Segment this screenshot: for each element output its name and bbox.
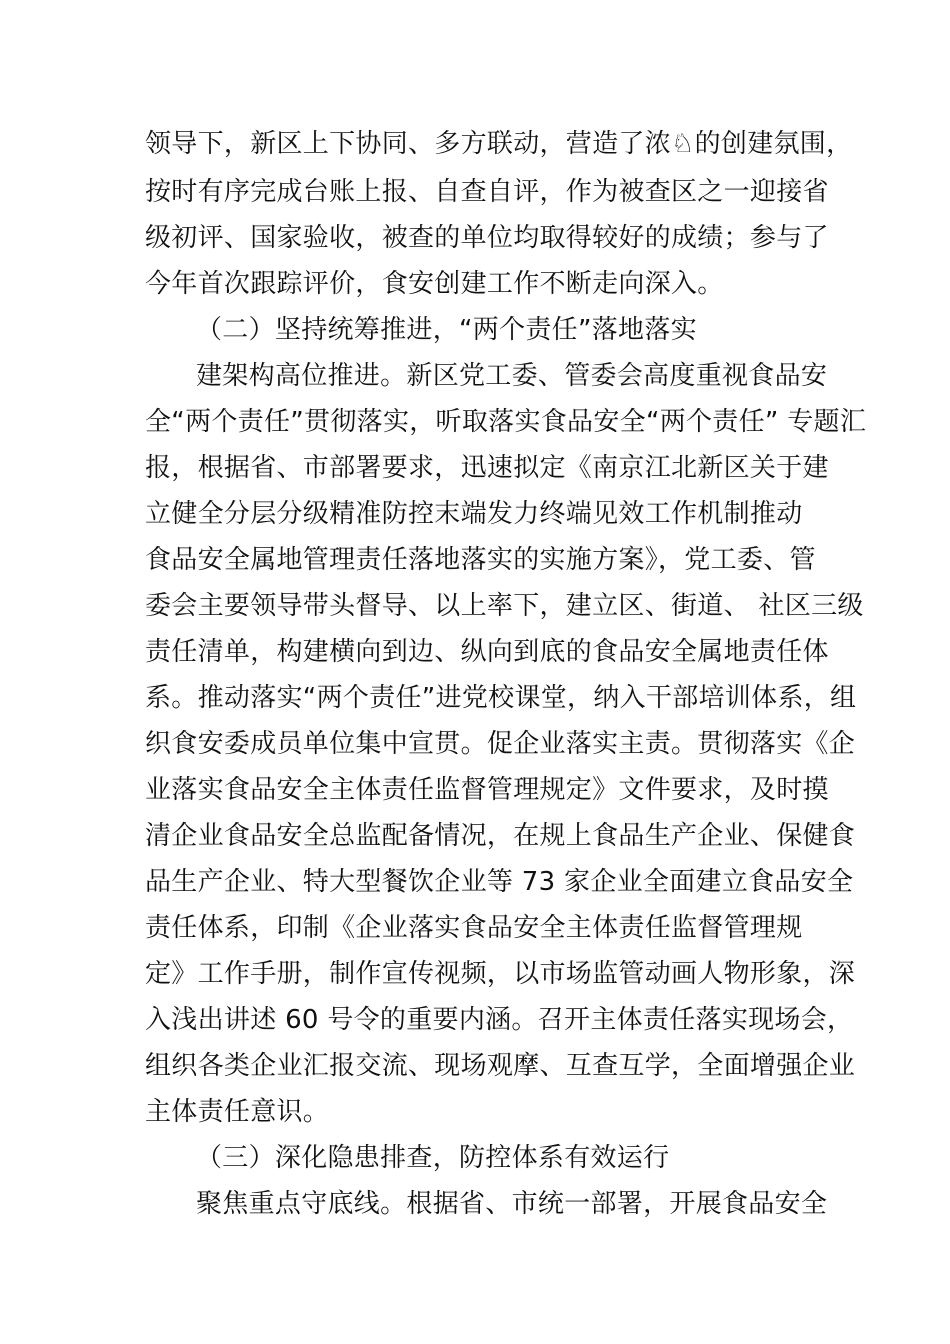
paragraph-line: 责任清单，构建横向到边、纵向到底的食品安全属地责任体 <box>145 637 829 667</box>
paragraph-line: 组织各类企业汇报交流、现场观摩、互查互学，全面增强企业 <box>145 1051 856 1081</box>
paragraph-line: 食品安全属地管理责任落地落实的实施方案》，党工委、管 <box>145 545 816 575</box>
paragraph-line: 立健全分层分级精准防控末端发力终端见效工作机制推动 <box>145 499 803 529</box>
paragraph-line: 级初评、国家验收，被查的单位均取得较好的成绩；参与了 <box>145 223 829 253</box>
paragraph-line: 定》工作手册，制作宣传视频，以市场监管动画人物形象，深 <box>145 959 856 989</box>
paragraph-line: 品生产企业、特大型餐饮企业等 73 家企业全面建立食品安全 <box>145 867 854 897</box>
paragraph-line: 业落实食品安全主体责任监督管理规定》文件要求，及时摸 <box>145 775 829 805</box>
paragraph-line: 聚焦重点守底线。根据省、市统一部署，开展食品安全 <box>196 1189 828 1219</box>
paragraph-line: 主体责任意识。 <box>145 1097 330 1127</box>
paragraph-line: 建架构高位推进。新区党工委、管委会高度重视食品安 <box>196 361 828 391</box>
paragraph-line: 织食安委成员单位集中宣贯。促企业落实主责。贯彻落实《企 <box>145 729 856 759</box>
paragraph-line: 报，根据省、市部署要求，迅速拟定《南京江北新区关于建 <box>145 453 829 483</box>
paragraph-line: 全“两个责任”贯彻落实，听取落实食品安全“两个责任” 专题汇 <box>145 407 867 437</box>
paragraph-line: 委会主要领导带头督导、以上率下，建立区、街道、 社区三级 <box>145 591 864 621</box>
paragraph-line: 系。推动落实“两个责任”进党校课堂，纳入干部培训体系，组 <box>145 683 857 713</box>
paragraph-line: 今年首次跟踪评价，食安创建工作不断走向深入。 <box>145 269 724 299</box>
paragraph-line: 清企业食品安全总监配备情况，在规上食品生产企业、保健食 <box>145 821 856 851</box>
paragraph-line: 领导下，新区上下协同、多方联动，营造了浓♘的创建氛围， <box>145 129 853 159</box>
section-heading: （三）深化隐患排查，防控体系有效运行 <box>196 1143 670 1173</box>
paragraph-line: 按时有序完成台账上报、自查自评，作为被查区之一迎接省 <box>145 177 829 207</box>
section-heading: （二）坚持统筹推进，“两个责任”落地落实 <box>196 315 697 345</box>
paragraph-line: 入浅出讲述 60 号令的重要内涵。召开主体责任落实现场会， <box>145 1005 854 1035</box>
paragraph-line: 责任体系，印制《企业落实食品安全主体责任监督管理规 <box>145 913 803 943</box>
